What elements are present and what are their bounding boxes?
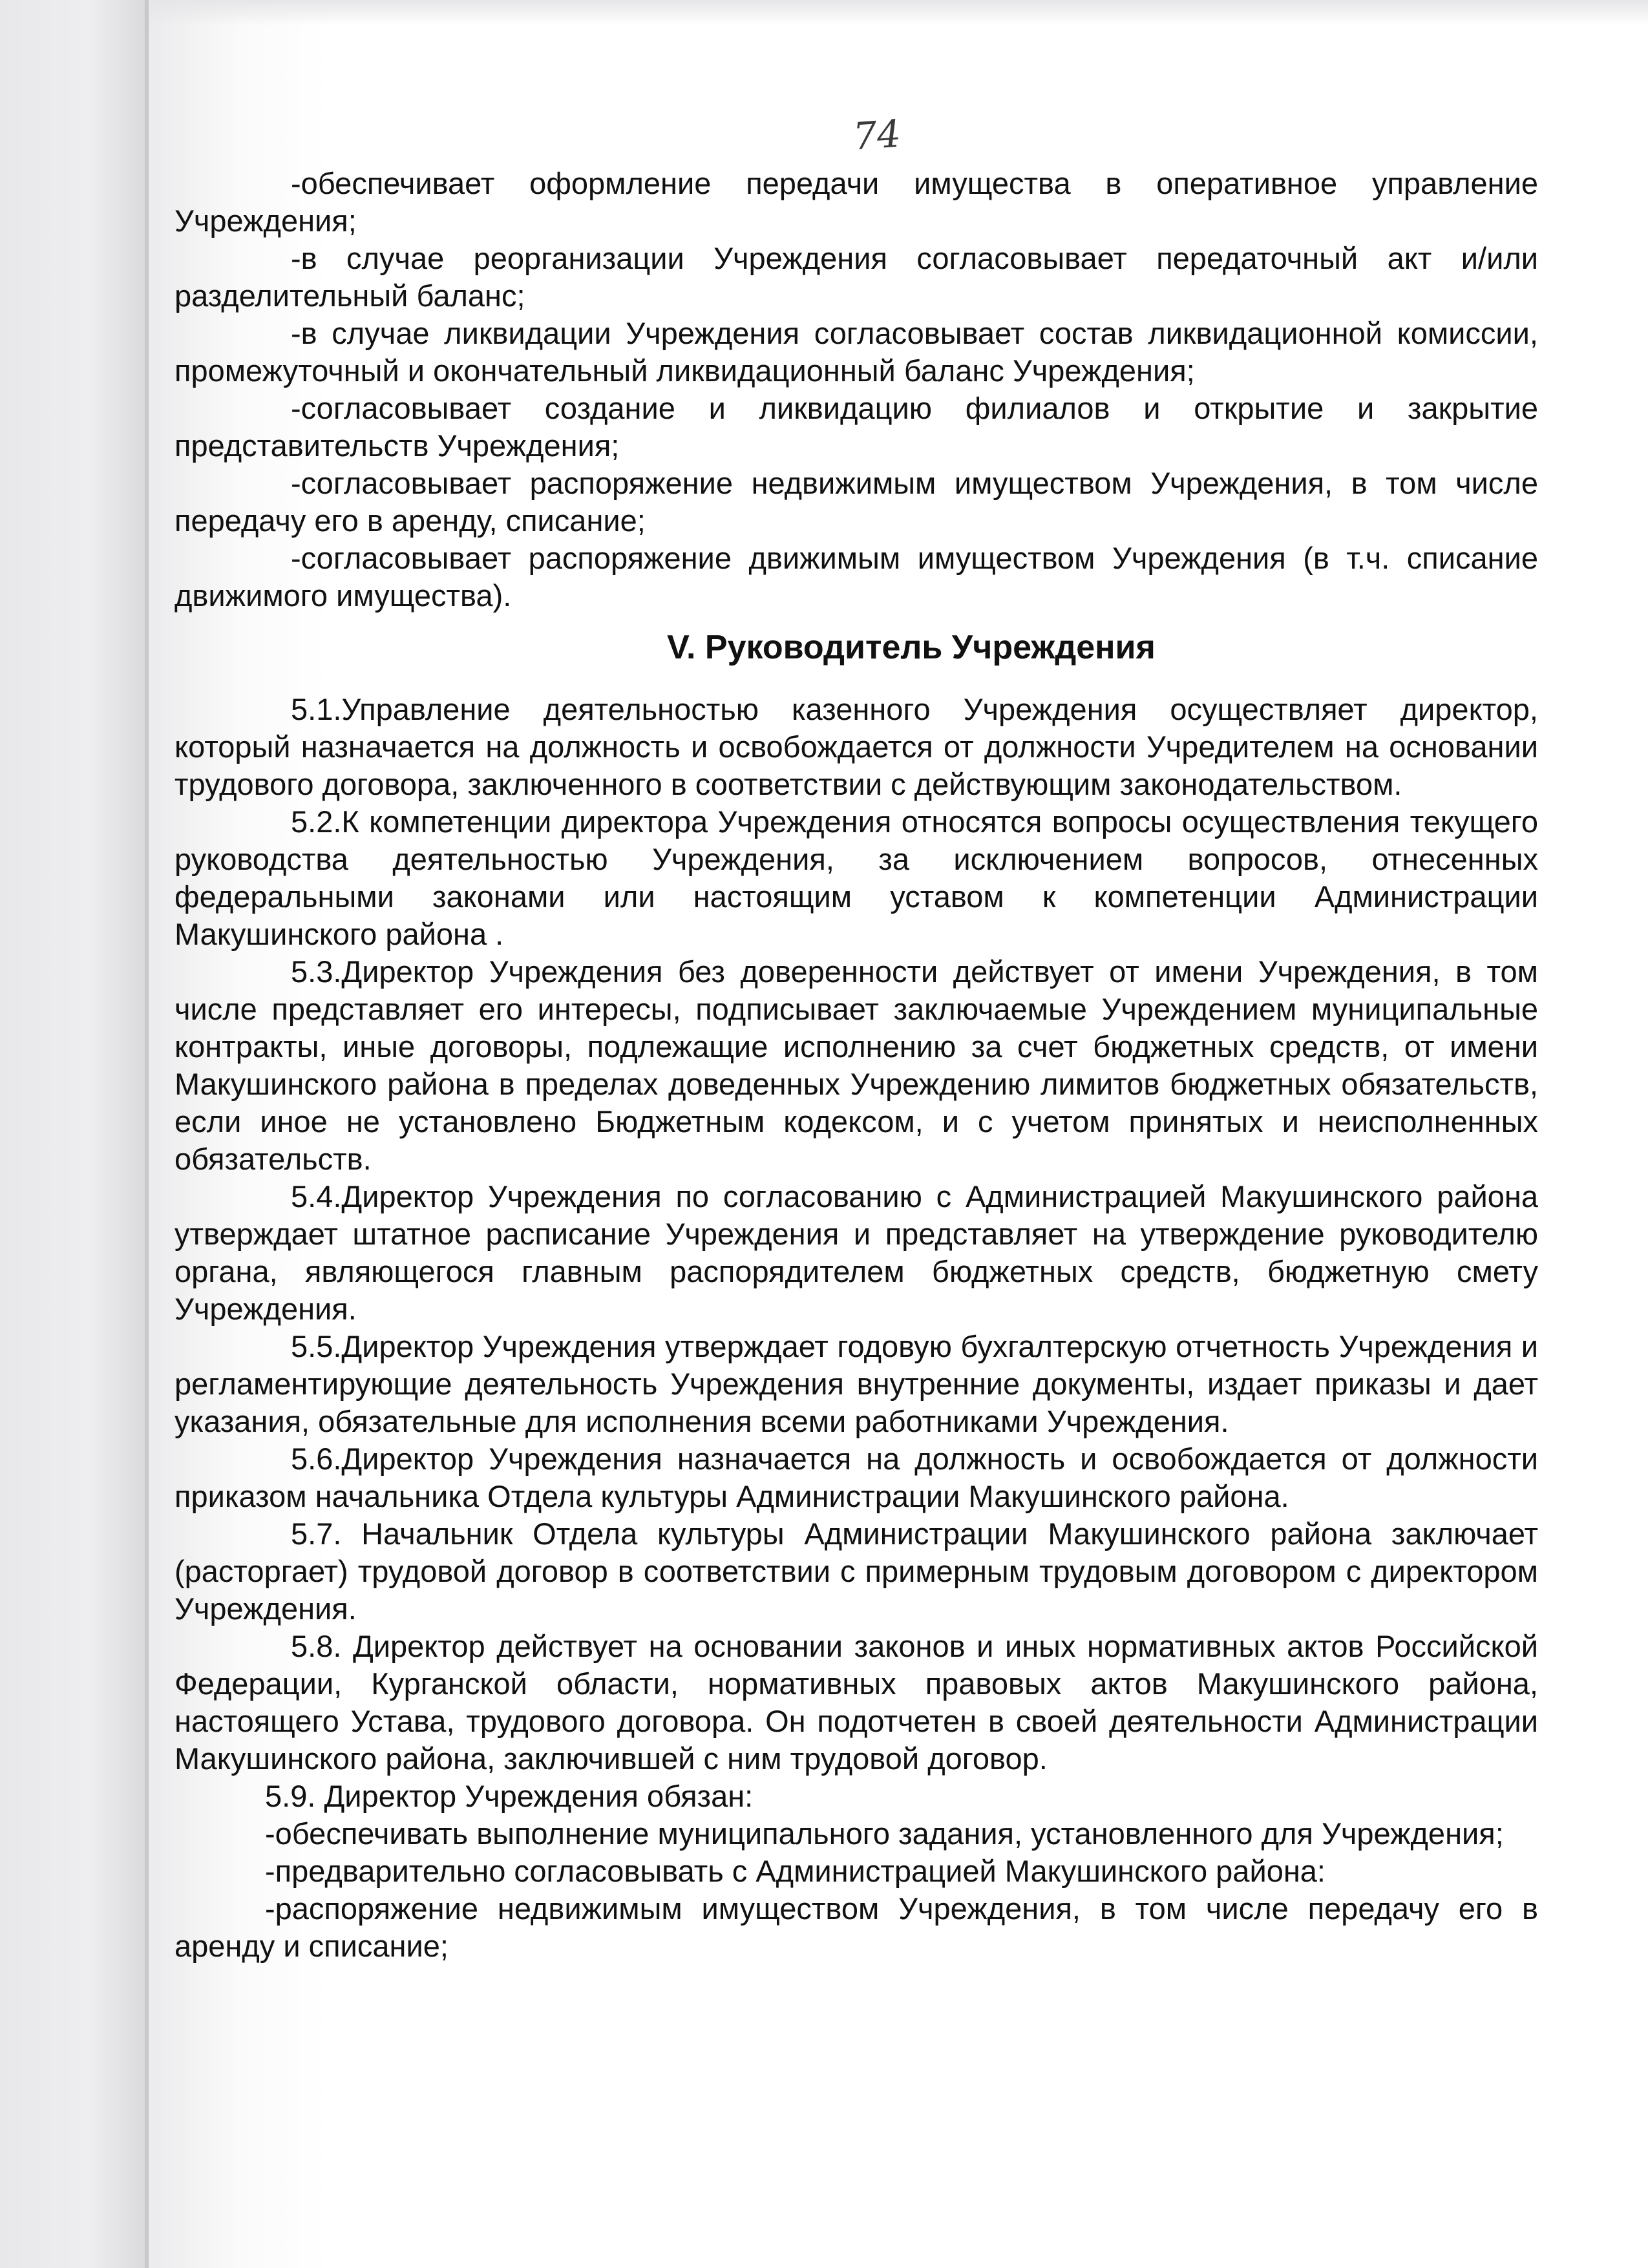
paragraph: 5.5.Директор Учреждения утверждает годовую бухгалтерскую отчетность Учреждения и регламентирующие деятельность Учреждения внутренние документы, издает приказы и дает указания, обязательные для исполнения всеми работниками Учреждения. bbox=[174, 1329, 1538, 1438]
document-body bbox=[174, 165, 1538, 1965]
paragraph: -обеспечивать выполнение муниципального задания, установленного для Учреждения; bbox=[265, 1816, 1504, 1851]
paragraph: -согласовывает распоряжение недвижимым имуществом Учреждения, в том числе передачу его в аренду, списание; bbox=[174, 466, 1538, 538]
paragraph: 5.1.Управление деятельностью казенного Учреждения осуществляет директор, который назначается на должность и освобождается от должности Учредителем на основании трудового договора, заключенного в соответствии с действующим законодательством. bbox=[174, 692, 1538, 801]
paragraph: 5.8. Директор действует на основании законов и иных нормативных актов Российской Федерации, Курганской области, нормативных правовых актов Макушинского района, настоящего Устава, трудового договора. Он подотчетен в своей деятельности Администрации Макушинского района, заключившей с ним трудовой договор. bbox=[174, 1629, 1538, 1776]
paragraph: -предварительно согласовывать с Администрацией Макушинского района: bbox=[265, 1854, 1326, 1888]
section-heading: V. Руководитель Учреждения bbox=[667, 629, 1156, 666]
paragraph: 5.6.Директор Учреждения назначается на должность и освобождается от должности приказом начальника Отдела культуры Администрации Макушинского района. bbox=[174, 1442, 1538, 1513]
paragraph: 5.3.Директор Учреждения без доверенности действует от имени Учреждения, в том числе представляет его интересы, подписывает заключаемые Учреждением муниципальные контракты, иные договоры, подлежащие исполнению за счет бюджетных средств, от имени Макушинского района в пределах доведенных Учреждению лимитов бюджетных обязательств, если иное не установлено Бюджетным кодексом, и с учетом принятых и неисполненных обязательств. bbox=[174, 954, 1538, 1176]
previous-page-edge bbox=[0, 0, 149, 2268]
page-number: 74 bbox=[851, 111, 903, 159]
paragraph: 5.4.Директор Учреждения по согласованию с Администрацией Макушинского района утверждает штатное расписание Учреждения и представляет на утверждение руководителю органа, являющегося главным распорядителем бюджетных средств, бюджетную смету Учреждения. bbox=[174, 1179, 1538, 1326]
top-shadow bbox=[149, 0, 1648, 26]
paragraph: 5.2.К компетенции директора Учреждения относятся вопросы осуществления текущего руководства деятельностью Учреждения, за исключением вопросов, отнесенных федеральными законами или настоящим уставом к компетенции Администрации Макушинского района . bbox=[174, 804, 1538, 951]
paragraph: -согласовывает распоряжение движимым имуществом Учреждения (в т.ч. списание движимого имущества). bbox=[174, 541, 1538, 613]
paragraph: -в случае реорганизации Учреждения согласовывает передаточный акт и/или разделительный баланс; bbox=[174, 241, 1538, 313]
paragraph: 5.7. Начальник Отдела культуры Администрации Макушинского района заключает (расторгает) трудовой договор в соответствии с примерным трудовым договором с директором Учреждения. bbox=[174, 1517, 1538, 1626]
paragraph: 5.9. Директор Учреждения обязан: bbox=[265, 1779, 754, 1813]
paragraph: -в случае ликвидации Учреждения согласовывает состав ликвидационной комиссии, промежуточный и окончательный ликвидационный баланс Учреждения; bbox=[174, 316, 1538, 388]
paragraph: -согласовывает создание и ликвидацию филиалов и открытие и закрытие представительств Учреждения; bbox=[174, 391, 1538, 463]
paragraph: -обеспечивает оформление передачи имущества в оперативное управление Учреждения; bbox=[174, 166, 1538, 238]
paragraph: -распоряжение недвижимым имуществом Учреждения, в том числе передачу его в аренду и списание; bbox=[174, 1891, 1538, 1963]
